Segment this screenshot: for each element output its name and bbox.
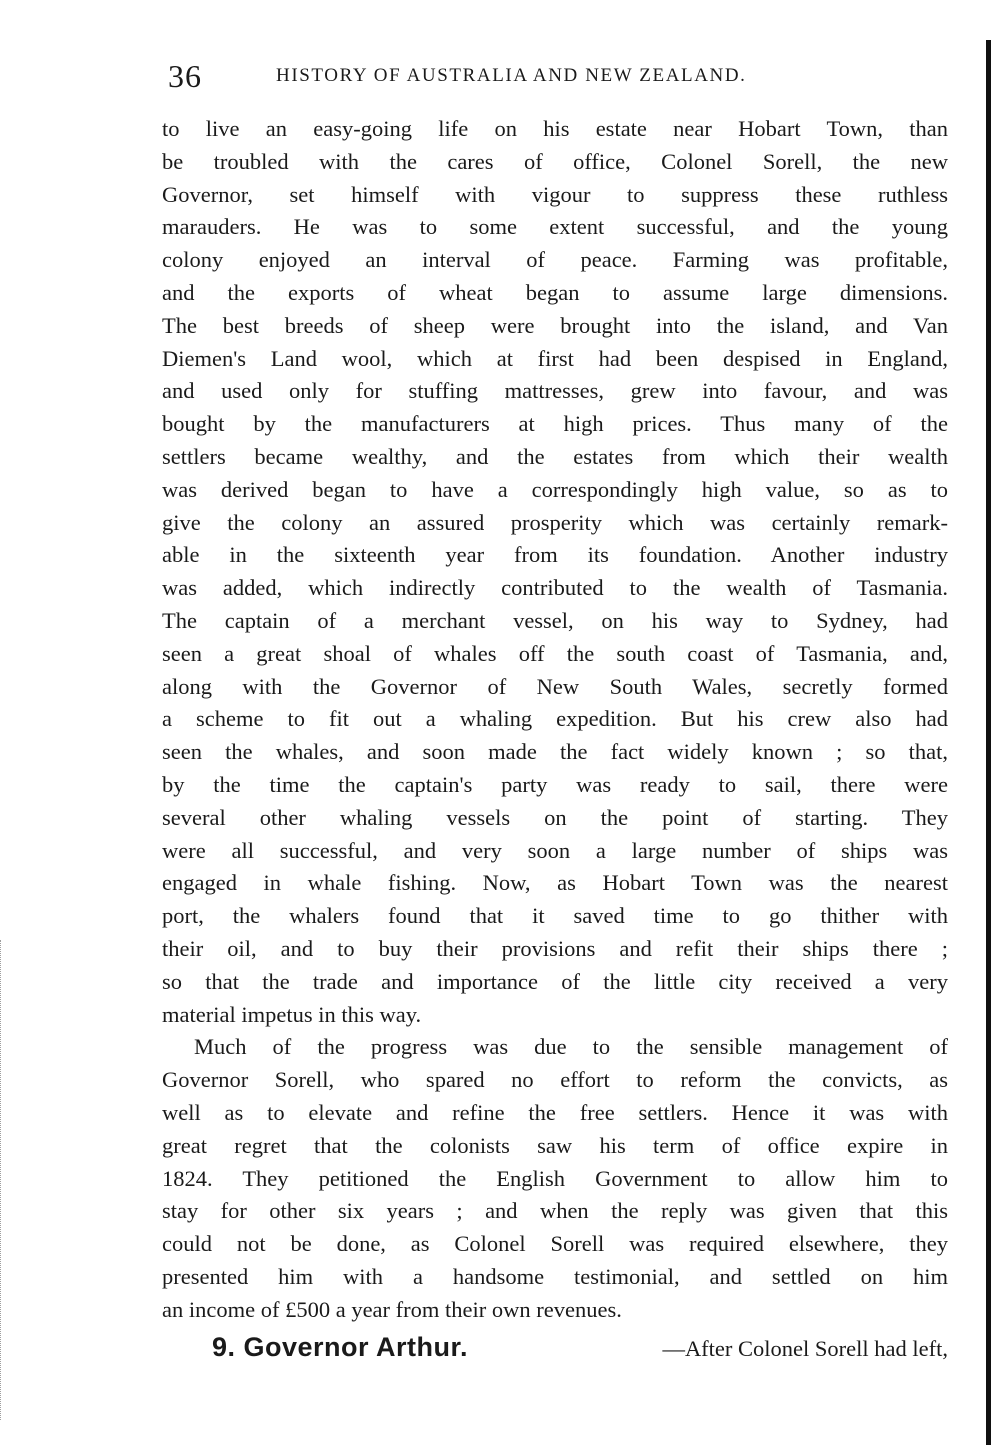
- text-line: give the colony an assured prosperity which was certainly remark-: [162, 509, 948, 535]
- paragraph-2: [162, 1031, 948, 1326]
- running-title: HISTORY OF AUSTRALIA AND NEW ZEALAND.: [276, 65, 747, 86]
- text-line: several other whaling vessels on the point of starting. They: [162, 804, 948, 830]
- text-line: 1824. They petitioned the English Government to allow him to: [162, 1165, 948, 1191]
- text-line: marauders. He was to some extent successful, and the young: [162, 214, 948, 240]
- text-line: stay for other six years ; and when the reply was given that this: [162, 1198, 948, 1224]
- text-line: along with the Governor of New South Wales, secretly formed: [162, 673, 948, 699]
- text-line: Governor, set himself with vigour to suppress these ruthless: [162, 181, 948, 207]
- text-line: could not be done, as Colonel Sorell was required elsewhere, they: [162, 1231, 948, 1257]
- page-number: 36: [168, 58, 202, 94]
- text-line: Governor Sorell, who spared no effort to reform the convicts, as: [162, 1067, 948, 1093]
- text-line: by the time the captain's party was ready to sail, there were: [162, 771, 948, 797]
- text-line: material impetus in this way.: [162, 1001, 422, 1027]
- text-line: presented him with a handsome testimonial, and settled on him: [162, 1263, 948, 1289]
- text-line: Diemen's Land wool, which at first had been despised in England,: [162, 345, 948, 371]
- text-line: bought by the manufacturers at high prices. Thus many of the: [162, 411, 948, 437]
- text-line: and the exports of wheat began to assume large dimensions.: [162, 279, 948, 305]
- text-line: a scheme to fit out a whaling expedition. But his crew also had: [162, 706, 948, 732]
- text-line: able in the sixteenth year from its foundation. Another industry: [162, 542, 948, 568]
- text-line: port, the whalers found that it saved time to go thither with: [162, 903, 948, 929]
- page-edge-rule: [986, 40, 991, 1445]
- section-9: [162, 1328, 948, 1366]
- text-line: seen the whales, and soon made the fact widely known ; so that,: [162, 739, 948, 765]
- scan-margin-specks: [0, 940, 31, 1420]
- text-line: great regret that the colonists saw his term of office expire in: [162, 1132, 948, 1158]
- text-line: to live an easy-going life on his estate near Hobart Town, than: [162, 116, 948, 141]
- paragraph-1: [162, 113, 948, 1031]
- text-line: settlers became wealthy, and the estates from which their wealth: [162, 443, 948, 469]
- running-head: [168, 52, 948, 100]
- text-line: The best breeds of sheep were brought into the island, and Van: [162, 312, 948, 338]
- text-line: The captain of a merchant vessel, on his way to Sydney, had: [162, 607, 948, 633]
- text-line: be troubled with the cares of office, Colonel Sorell, the new: [162, 148, 948, 174]
- text-line: was derived began to have a correspondingly high value, so as to: [162, 476, 948, 502]
- section-heading: 9. Governor Arthur.: [212, 1332, 469, 1363]
- text-line: engaged in whale fishing. Now, as Hobart Town was the nearest: [162, 870, 948, 896]
- text-line: seen a great shoal of whales off the south coast of Tasmania, and,: [162, 640, 948, 666]
- text-line: was added, which indirectly contributed to the wealth of Tasmania.: [162, 575, 948, 601]
- body-text: [162, 113, 948, 1366]
- text-line: well as to elevate and refine the free settlers. Hence it was with: [162, 1099, 948, 1125]
- text-line: Much of the progress was due to the sensible management of: [194, 1034, 948, 1060]
- text-line: an income of £500 a year from their own revenues.: [162, 1296, 622, 1322]
- text-line: colony enjoyed an interval of peace. Farming was profitable,: [162, 247, 948, 273]
- text-line: so that the trade and importance of the little city received a very: [162, 968, 948, 994]
- text-line: and used only for stuffing mattresses, grew into favour, and was: [162, 378, 948, 404]
- text-line: their oil, and to buy their provisions and refit their ships there ;: [162, 935, 948, 961]
- text-line: were all successful, and very soon a large number of ships was: [162, 837, 948, 863]
- section-text: —After Colonel Sorell had left,: [662, 1336, 948, 1362]
